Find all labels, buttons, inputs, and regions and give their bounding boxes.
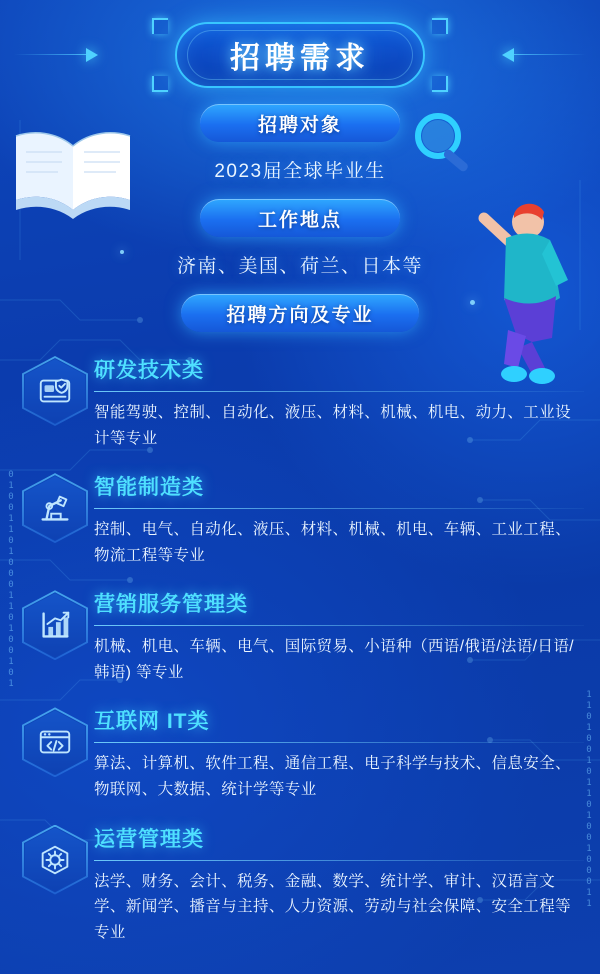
divider xyxy=(94,742,584,743)
pill-label: 招聘方向及专业 xyxy=(226,304,374,326)
value-work-location: 济南、美国、荷兰、日本等 xyxy=(176,256,423,277)
category-title: 运营管理类 xyxy=(94,827,204,851)
category-item xyxy=(16,699,584,802)
category-item xyxy=(16,817,584,946)
corner-bracket-bottom-right xyxy=(432,76,448,92)
corner-bracket-bottom-left xyxy=(152,76,168,92)
id-card-shield-icon xyxy=(36,372,74,410)
pill-label: 招聘对象 xyxy=(257,114,342,136)
category-title: 互联网 IT类 xyxy=(94,710,210,734)
header-line-right xyxy=(512,54,586,55)
category-body xyxy=(94,348,584,451)
gear-box-icon xyxy=(36,841,74,879)
hex-badge xyxy=(16,817,94,903)
poster-header xyxy=(0,0,600,104)
binary-decoration-right: 11010010110100100011 xyxy=(584,690,594,910)
corner-bracket-top-right xyxy=(432,18,448,34)
code-window-icon xyxy=(36,723,74,761)
category-item xyxy=(16,582,584,685)
header-line-left xyxy=(14,54,88,55)
arrow-left-icon xyxy=(86,48,98,62)
category-body xyxy=(94,817,584,946)
page-title: 招聘需求 xyxy=(230,42,370,75)
divider xyxy=(94,625,584,626)
hex-badge xyxy=(16,699,94,785)
category-list xyxy=(0,348,600,969)
divider xyxy=(94,860,584,861)
category-title: 营销服务管理类 xyxy=(94,593,248,617)
category-title: 研发技术类 xyxy=(94,359,204,382)
category-description: 法学、财务、会计、税务、金融、数学、统计学、审计、汉语言文学、新闻学、播音与主持、人力资源、劳动与社会保障、安全工程等专业 xyxy=(94,872,572,941)
divider xyxy=(94,508,584,509)
bar-chart-growth-icon xyxy=(36,606,74,644)
category-description: 智能驾驶、控制、自动化、液压、材料、机械、机电、动力、工业设计等专业 xyxy=(94,404,572,447)
pill-majors xyxy=(181,294,419,332)
pill-recruit-target xyxy=(200,104,400,142)
category-body xyxy=(94,699,584,802)
hex-badge xyxy=(16,348,94,434)
info-block-recruit-target xyxy=(0,104,600,183)
pill-label: 工作地点 xyxy=(257,209,342,231)
category-body xyxy=(94,465,584,568)
category-description: 控制、电气、自动化、液压、材料、机械、机电、车辆、工业工程、物流工程等专业 xyxy=(94,521,572,564)
info-block-majors xyxy=(0,294,600,332)
category-item xyxy=(16,348,584,451)
pill-work-location xyxy=(200,199,400,237)
divider xyxy=(94,391,584,392)
category-item xyxy=(16,465,584,568)
robot-arm-icon xyxy=(36,489,74,527)
category-body xyxy=(94,582,584,685)
info-block-work-location xyxy=(0,199,600,278)
hex-badge xyxy=(16,582,94,668)
hex-badge xyxy=(16,465,94,551)
value-recruit-target: 2023届全球毕业生 xyxy=(214,161,386,182)
category-title: 智能制造类 xyxy=(94,476,204,500)
binary-decoration-left: 01001101000110100101 xyxy=(6,470,16,690)
corner-bracket-top-left xyxy=(152,18,168,34)
arrow-right-icon xyxy=(502,48,514,62)
title-plate xyxy=(175,22,425,88)
category-description: 机械、机电、车辆、电气、国际贸易、小语种（西语/俄语/法语/日语/韩语) 等专业 xyxy=(94,638,574,681)
category-description: 算法、计算机、软件工程、通信工程、电子科学与技术、信息安全、物联网、大数据、统计学等专业 xyxy=(94,755,572,798)
